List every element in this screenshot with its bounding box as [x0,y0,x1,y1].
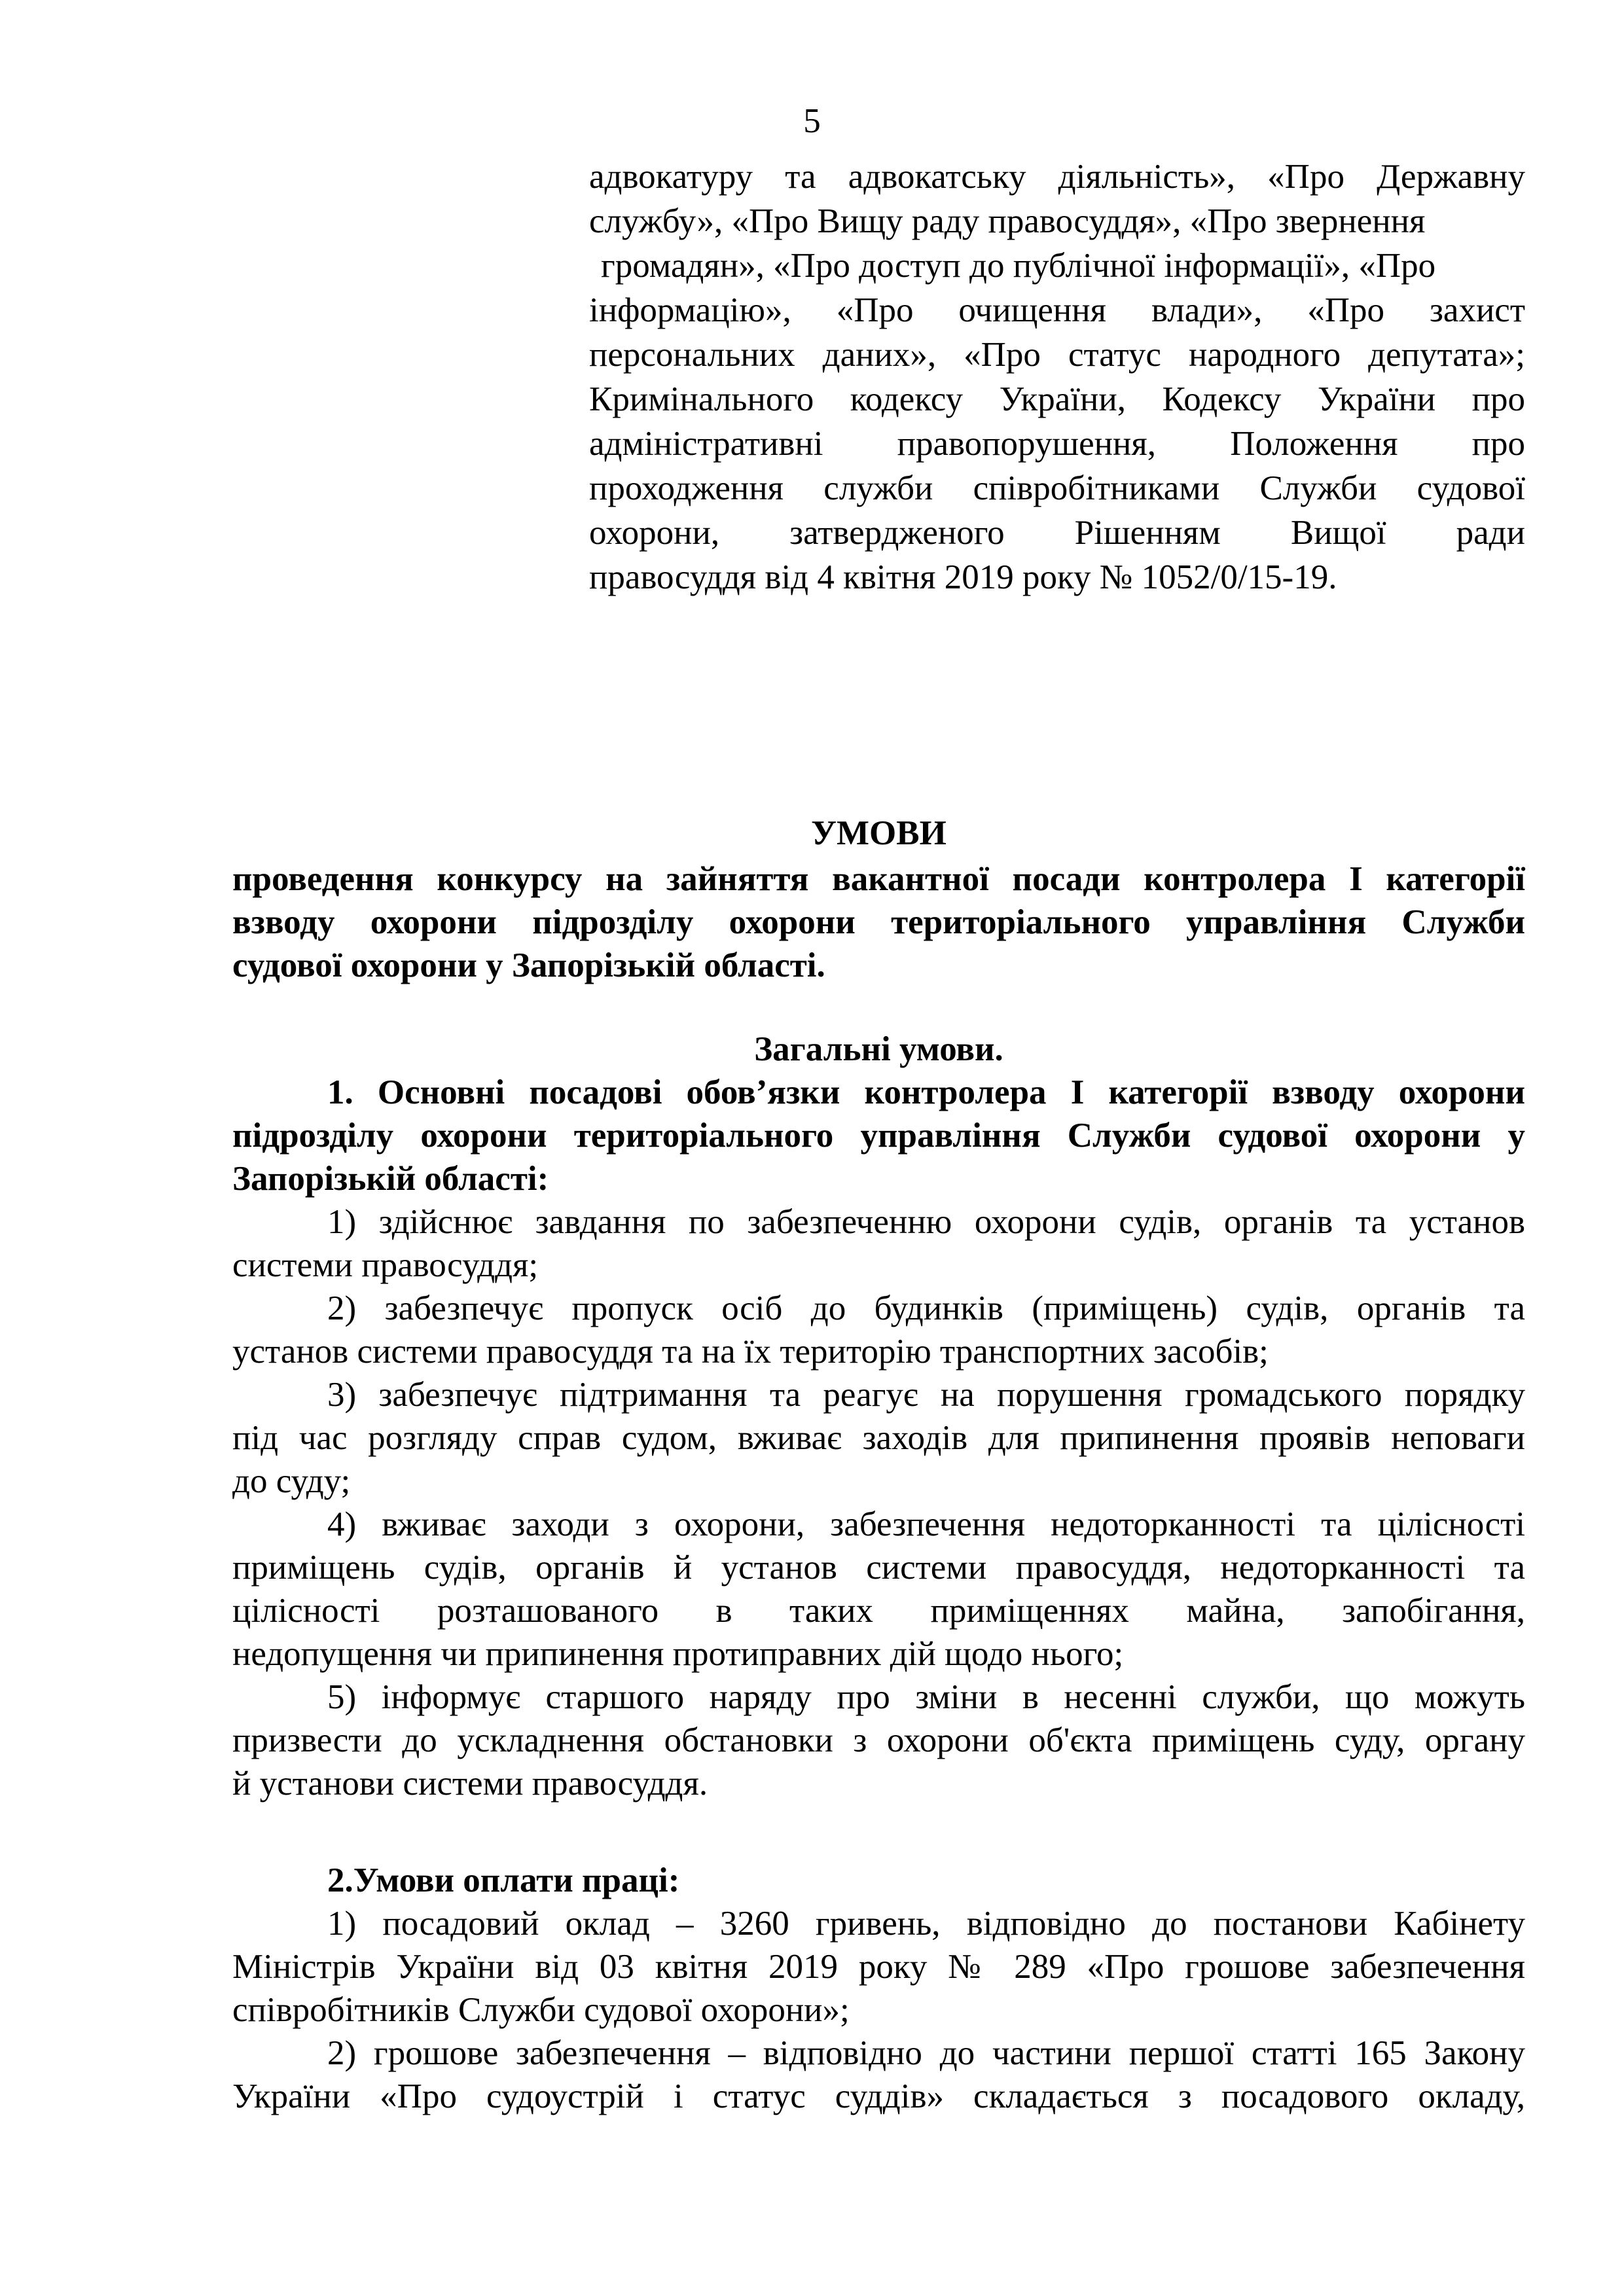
subtitle-line: взводу охорони підрозділу охорони територіального управління Служби [232,903,1525,941]
pay-item-line: співробітників Служби судової охорони»; [232,1991,850,2029]
pay-heading: 2.Умови оплати праці: [327,1861,680,1899]
duty-item-line: призвести до ускладнення обстановки з охорони об'єкта приміщень суду, органу [232,1721,1525,1759]
subtitle-line: проведення конкурсу на зайняття вакантної посади контролера І категорії [232,860,1525,898]
duty-item-line: 1) здійснює завдання по забезпеченню охорони судів, органів та установ [327,1203,1525,1241]
text-line: проходження служби співробітниками Служби судової [589,469,1525,507]
text-line: Кримінального кодексу України, Кодексу України про [589,380,1525,418]
duty-item-line: недопущення чи припинення протиправних дій щодо нього; [232,1635,1124,1673]
duty-item-line: й установи системи правосуддя. [232,1765,708,1803]
duty-item-line: установ системи правосуддя та на їх територію транспортних засобів; [232,1333,1269,1371]
duties-heading-line: 1. Основні посадові обов’язки контролера І категорії взводу охорони [327,1073,1525,1111]
pay-item-line: України «Про судоустрій і статус суддів» складається з посадового окладу, [232,2077,1525,2115]
duty-item-line: до суду; [232,1462,351,1500]
text-line: адвокатуру та адвокатську діяльність», «Про Державну [589,158,1525,196]
general-conditions [232,1028,1525,1805]
section-subtitle [232,857,1525,987]
text-line: громадян», «Про доступ до публічної інформації», «Про [601,247,1436,285]
duties-heading-line: Запорізькій області: [232,1160,549,1198]
duty-item-line: системи правосуддя; [232,1246,539,1284]
text-line: інформацію», «Про очищення влади», «Про захист [589,291,1525,329]
duty-item-line: під час розгляду справ судом, вживає заходів для припинення проявів неповаги [232,1419,1525,1457]
text-line: адміністративні правопорушення, Положення про [589,425,1525,463]
duty-item-line: цілісності розташованого в таких приміщеннях майна, запобігання, [232,1592,1525,1630]
duty-item-line: 5) інформує старшого наряду про зміни в несенні служби, що можуть [327,1678,1525,1716]
page-number: 5 [803,102,821,140]
text-line: правосуддя від 4 квітня 2019 року № 1052/0/15-19. [589,558,1337,596]
duty-item-line: 2) забезпечує пропуск осіб до будинків (приміщень) судів, органів та [327,1289,1525,1327]
text-line: службу», «Про Вищу раду правосуддя», «Про звернення [589,202,1426,240]
pay-item-line: 1) посадовий оклад – 3260 гривень, відповідно до постанови Кабінету [327,1905,1525,1943]
general-heading: Загальні умови. [754,1030,1003,1068]
pay-item-line: Міністрів України від 03 квітня 2019 року № 289 «Про грошове забезпечення [232,1948,1525,1986]
duty-item-line: 3) забезпечує підтримання та реагує на порушення громадського порядку [327,1376,1525,1414]
duty-item-line: 4) вживає заходи з охорони, забезпечення недоторканності та цілісності [327,1505,1525,1543]
section-title: УМОВИ [811,814,947,852]
text-line: охорони, затвердженого Рішенням Вищої ради [589,514,1525,552]
text-line: персональних даних», «Про статус народного депутата»; [589,336,1525,374]
pay-conditions [232,1859,1525,2118]
continued-paragraph [589,154,1525,600]
subtitle-line: судової охорони у Запорізькій області. [232,946,825,984]
pay-item-line: 2) грошове забезпечення – відповідно до частини першої статті 165 Закону [327,2034,1525,2072]
duties-heading-line: підрозділу охорони територіального управління Служби судової охорони у [232,1117,1525,1155]
duty-item-line: приміщень судів, органів й установ системи правосуддя, недоторканності та [232,1549,1525,1587]
